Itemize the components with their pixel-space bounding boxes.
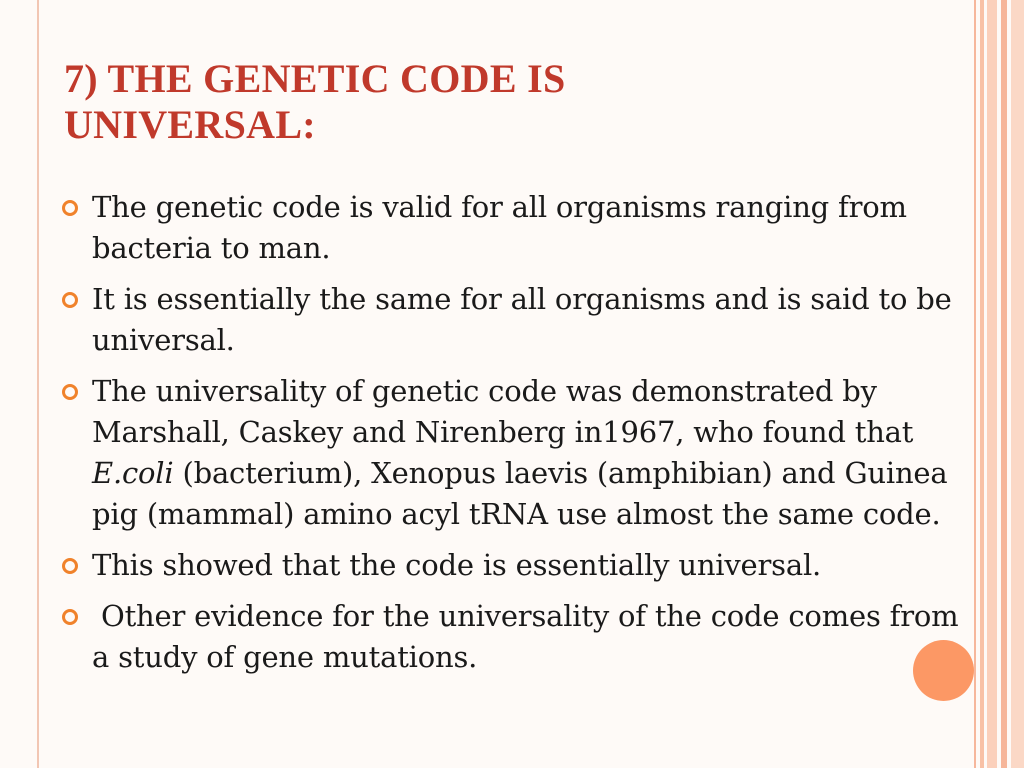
bullet-item bbox=[62, 596, 968, 678]
decorative-stripe bbox=[1001, 0, 1007, 768]
slide-title-line-1: 7) THE GENETIC CODE IS bbox=[64, 56, 566, 101]
ring-bullet-icon bbox=[62, 609, 78, 625]
bullet-item bbox=[62, 545, 962, 586]
bullet-text: It is essentially the same for all organisms and is said to be universal. bbox=[92, 282, 952, 357]
right-decorative-stripes bbox=[974, 0, 1024, 768]
decorative-stripe bbox=[974, 0, 976, 768]
bullet-text: This showed that the code is essentially universal. bbox=[92, 548, 822, 582]
bullet-item bbox=[62, 279, 962, 361]
bullet-item bbox=[62, 371, 962, 535]
bullet-item bbox=[62, 187, 962, 269]
slide-title-line-2: UNIVERSAL: bbox=[64, 102, 316, 147]
bullet-text bbox=[92, 374, 948, 531]
decorative-orange-circle bbox=[913, 640, 974, 701]
ring-bullet-icon bbox=[62, 200, 78, 216]
decorative-stripe bbox=[980, 0, 984, 768]
bullet-text: The genetic code is valid for all organisms ranging from bacteria to man. bbox=[92, 190, 907, 265]
organism-name-italic: E.coli bbox=[92, 456, 174, 490]
bullet-text-part: (bacterium), Xenopus laevis (amphibian) and Guinea pig (mammal) amino acyl tRNA use almost the same code. bbox=[92, 456, 948, 531]
bullet-text-part: The universality of genetic code was demonstrated by Marshall, Caskey and Nirenberg in1967, who found that bbox=[92, 374, 914, 449]
bullet-text: Other evidence for the universality of the code comes from a study of gene mutations. bbox=[92, 599, 968, 674]
decorative-stripe bbox=[1011, 0, 1024, 768]
left-divider-line bbox=[37, 0, 39, 768]
slide-title bbox=[64, 56, 884, 148]
ring-bullet-icon bbox=[62, 292, 78, 308]
decorative-stripe bbox=[987, 0, 997, 768]
bullet-list bbox=[62, 187, 968, 688]
ring-bullet-icon bbox=[62, 558, 78, 574]
ring-bullet-icon bbox=[62, 384, 78, 400]
